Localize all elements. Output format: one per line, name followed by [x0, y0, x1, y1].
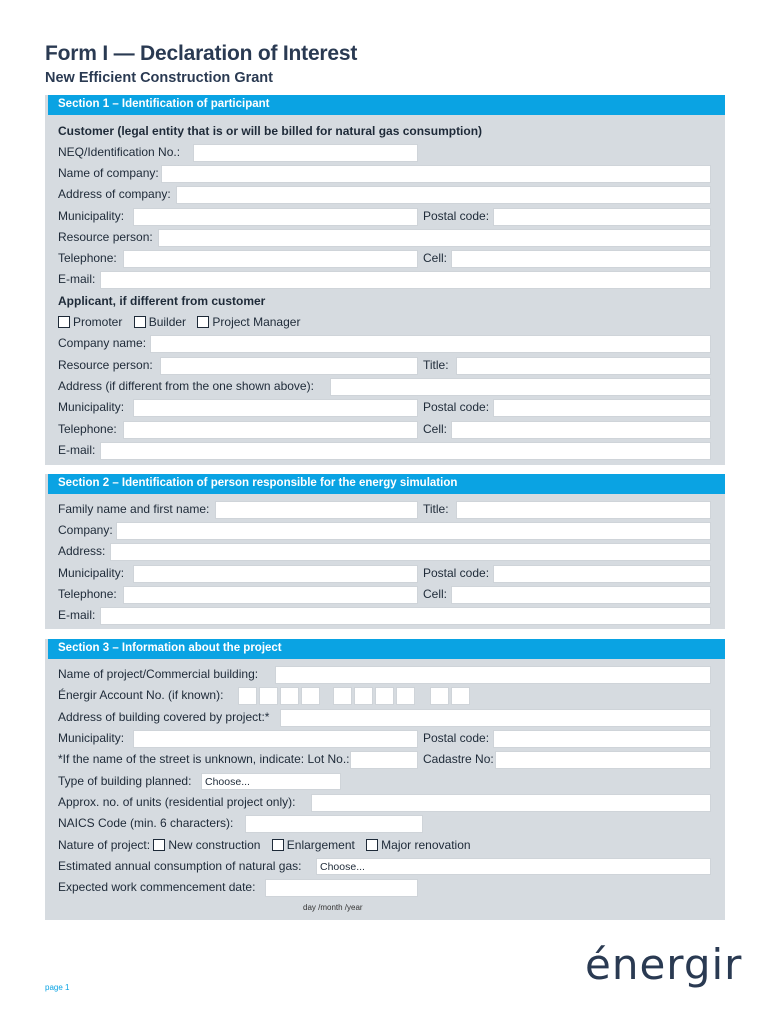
page-number: page 1 — [45, 983, 70, 992]
s2-cell-label: Cell: — [423, 587, 448, 601]
s3-postal-code-label: Postal code: — [423, 731, 490, 745]
app-postal-code-field[interactable] — [493, 399, 711, 417]
s3-municipality-label: Municipality: — [58, 731, 125, 745]
account-digit-2[interactable] — [259, 687, 278, 705]
cadastre-label: Cadastre No: — [423, 752, 494, 766]
app-municipality-label: Municipality: — [58, 400, 125, 414]
company-name-label: Name of company: — [58, 166, 159, 180]
account-digit-8[interactable] — [396, 687, 415, 705]
s2-telephone-label: Telephone: — [58, 587, 117, 601]
date-format-hint: day /month /year — [303, 903, 363, 912]
cell-label: Cell: — [423, 251, 448, 265]
app-email-label: E-mail: — [58, 443, 96, 457]
project-manager-label: Project Manager — [212, 315, 301, 329]
s2-municipality-label: Municipality: — [58, 566, 125, 580]
section-3-heading: Section 3 – Information about the project — [48, 639, 725, 659]
s2-postal-code-field[interactable] — [493, 565, 711, 583]
s2-company-label: Company: — [58, 523, 113, 537]
telephone-label: Telephone: — [58, 251, 117, 265]
units-label: Approx. no. of units (residential project only): — [58, 795, 296, 809]
s2-postal-code-label: Postal code: — [423, 566, 490, 580]
section-2-heading: Section 2 – Identification of person responsible for the energy simulation — [48, 474, 725, 494]
promoter-label: Promoter — [73, 315, 123, 329]
app-company-name-field[interactable] — [150, 335, 711, 353]
section-2 — [45, 474, 725, 629]
consumption-dropdown[interactable]: Choose... — [316, 858, 711, 875]
s2-email-field[interactable] — [100, 607, 711, 625]
s3-municipality-field[interactable] — [133, 730, 418, 748]
email-label: E-mail: — [58, 272, 96, 286]
app-municipality-field[interactable] — [133, 399, 418, 417]
lot-no-field[interactable] — [350, 751, 418, 769]
resource-person-field[interactable] — [158, 229, 711, 247]
account-digit-10[interactable] — [451, 687, 470, 705]
project-name-label: Name of project/Commercial building: — [58, 667, 259, 681]
account-digit-7[interactable] — [375, 687, 394, 705]
building-address-field[interactable] — [280, 709, 711, 727]
form-title: Form I — Declaration of Interest — [45, 42, 358, 65]
app-address-field[interactable] — [330, 378, 711, 396]
section-1 — [45, 95, 725, 465]
family-name-field[interactable] — [215, 501, 418, 519]
postal-code-field[interactable] — [493, 208, 711, 226]
s2-company-field[interactable] — [116, 522, 711, 540]
nature-label: Nature of project: — [58, 838, 151, 852]
major-renovation-label: Major renovation — [381, 838, 471, 852]
postal-code-label: Postal code: — [423, 209, 490, 223]
s2-telephone-field[interactable] — [123, 586, 418, 604]
s3-postal-code-field[interactable] — [493, 730, 711, 748]
app-title-label: Title: — [423, 358, 449, 372]
app-telephone-field[interactable] — [123, 421, 418, 439]
account-digit-6[interactable] — [354, 687, 373, 705]
promoter-checkbox[interactable] — [58, 316, 70, 328]
lot-no-label: *If the name of the street is unknown, indicate: Lot No.: — [58, 752, 350, 766]
neq-label: NEQ/Identification No.: — [58, 145, 181, 159]
account-digit-4[interactable] — [301, 687, 320, 705]
municipality-label: Municipality: — [58, 209, 125, 223]
commencement-label: Expected work commencement date: — [58, 880, 256, 894]
new-construction-label: New construction — [168, 838, 261, 852]
s2-address-label: Address: — [58, 544, 106, 558]
app-email-field[interactable] — [100, 442, 711, 460]
company-address-label: Address of company: — [58, 187, 171, 201]
customer-heading: Customer (legal entity that is or will be billed for natural gas consumption) — [58, 124, 483, 138]
units-field[interactable] — [311, 794, 711, 812]
app-resource-person-field[interactable] — [160, 357, 418, 375]
account-digit-3[interactable] — [280, 687, 299, 705]
telephone-field[interactable] — [123, 250, 418, 268]
app-cell-field[interactable] — [451, 421, 711, 439]
s2-address-field[interactable] — [110, 543, 711, 561]
app-telephone-label: Telephone: — [58, 422, 117, 436]
s2-cell-field[interactable] — [451, 586, 711, 604]
resource-person-label: Resource person: — [58, 230, 153, 244]
energir-logo: énergir — [585, 940, 743, 989]
enlargement-checkbox[interactable] — [272, 839, 284, 851]
neq-field[interactable] — [193, 144, 418, 162]
app-postal-code-label: Postal code: — [423, 400, 490, 414]
app-cell-label: Cell: — [423, 422, 448, 436]
naics-field[interactable] — [245, 815, 423, 833]
applicant-heading: Applicant, if different from customer — [58, 294, 266, 308]
s2-title-field[interactable] — [456, 501, 711, 519]
enlargement-label: Enlargement — [286, 838, 355, 852]
naics-label: NAICS Code (min. 6 characters): — [58, 816, 234, 830]
account-digit-1[interactable] — [238, 687, 257, 705]
building-address-label: Address of building covered by project:* — [58, 710, 270, 724]
company-address-field[interactable] — [176, 186, 711, 204]
app-address-label: Address (if different from the one shown above): — [58, 379, 314, 393]
builder-checkbox[interactable] — [134, 316, 146, 328]
commencement-date-field[interactable] — [265, 879, 418, 897]
app-title-field[interactable] — [456, 357, 711, 375]
builder-label: Builder — [148, 315, 187, 329]
section-3 — [45, 639, 725, 920]
cell-field[interactable] — [451, 250, 711, 268]
s2-municipality-field[interactable] — [133, 565, 418, 583]
consumption-label: Estimated annual consumption of natural gas: — [58, 859, 302, 873]
email-field[interactable] — [100, 271, 711, 289]
company-name-field[interactable] — [161, 165, 711, 183]
major-renovation-checkbox[interactable] — [366, 839, 378, 851]
app-company-name-label: Company name: — [58, 336, 147, 350]
app-resource-person-label: Resource person: — [58, 358, 153, 372]
s2-title-label: Title: — [423, 502, 449, 516]
form-subtitle: New Efficient Construction Grant — [45, 70, 273, 86]
account-digit-9[interactable] — [430, 687, 449, 705]
building-type-label: Type of building planned: — [58, 774, 192, 788]
account-digit-5[interactable] — [333, 687, 352, 705]
cadastre-field[interactable] — [495, 751, 711, 769]
section-1-heading: Section 1 – Identification of participant — [48, 95, 725, 115]
family-name-label: Family name and first name: — [58, 502, 210, 516]
project-manager-checkbox[interactable] — [197, 316, 209, 328]
account-no-label: Énergir Account No. (if known): — [58, 688, 224, 702]
municipality-field[interactable] — [133, 208, 418, 226]
new-construction-checkbox[interactable] — [153, 839, 165, 851]
s2-email-label: E-mail: — [58, 608, 96, 622]
project-name-field[interactable] — [275, 666, 711, 684]
building-type-dropdown[interactable]: Choose... — [201, 773, 341, 790]
